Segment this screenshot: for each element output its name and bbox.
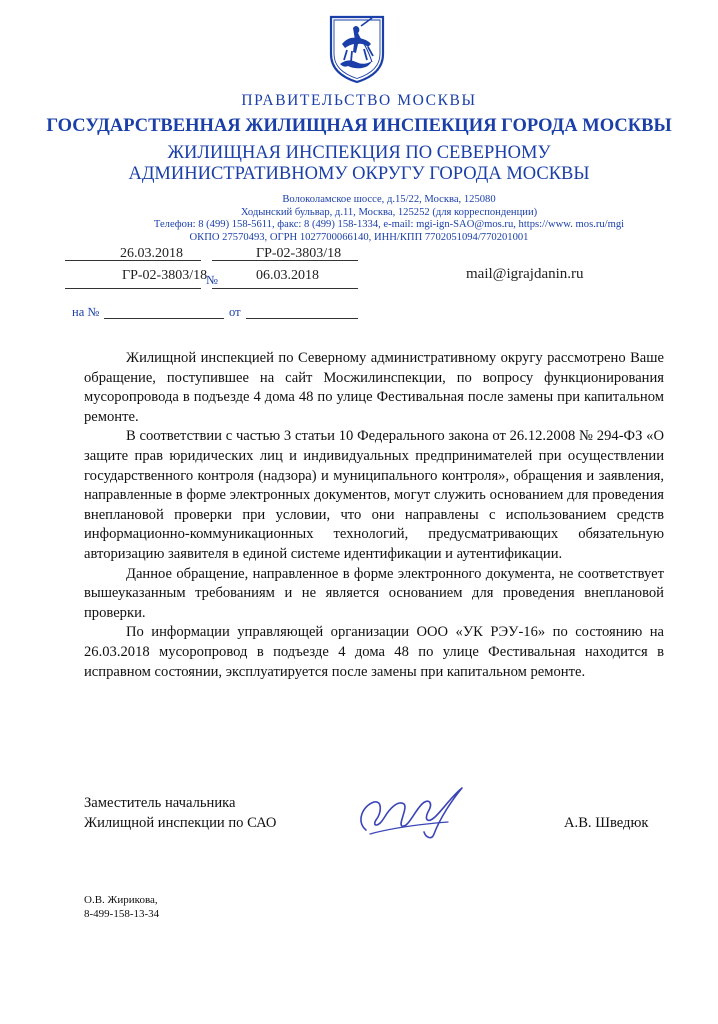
reference-date: 06.03.2018 xyxy=(256,268,319,283)
body-paragraph: В соответствии с частью 3 статьи 10 Федерального закона от 26.12.2008 № 294-ФЗ «О защите прав юридических лиц и индивидуальных предпринимателей при осуществлении государственного контроля (надзора) и муниципального контроля», обращения и заявления, направленные в форме электронных документов, могут служить основанием для проведения внеплановой проверки при условии, что они направлены с использованием средств информационно-коммуникационных технологий, предусматривающих обязательную авторизацию заявителя в единой системе идентификации и аутентификации. xyxy=(84,428,664,562)
outgoing-number: ГР-02-3803/18 xyxy=(256,246,342,261)
reference-number: ГР-02-3803/18 xyxy=(122,268,208,283)
body-paragraph: По информации управляющей организации ООО «УК РЭУ-16» по состоянию на 26.03.2018 мусоропровод в подъезде 4 дома 48 по улице Фестивальная находится в исправном состоянии, эксплуатируется после замены при капитальном ремонте. xyxy=(84,624,664,680)
signatory-name: А.В. Шведюк xyxy=(564,815,649,831)
letter-body xyxy=(84,349,664,682)
reply-from-label: от xyxy=(229,305,241,319)
requisites-line: ОКПО 27570493, ОГРН 1027700066140, ИНН/КПП 7702051094/770201001 xyxy=(189,232,529,243)
number-sign: № xyxy=(206,273,218,287)
reference-underline-right xyxy=(212,288,358,289)
reference-underline-left xyxy=(65,288,201,289)
government-title: ПРАВИТЕЛЬСТВО МОСКВЫ xyxy=(241,92,477,109)
reply-to-label: на № xyxy=(72,305,100,319)
inspection-title: ГОСУДАРСТВЕННАЯ ЖИЛИЩНАЯ ИНСПЕКЦИЯ ГОРОДА МОСКВЫ xyxy=(46,116,672,136)
signatory-position-line2: Жилищной инспекции по САО xyxy=(84,815,277,831)
signatory-position-line1: Заместитель начальника xyxy=(84,795,236,811)
executor-phone: 8-499-158-13-34 xyxy=(84,908,160,920)
reply-to-underline xyxy=(104,318,224,319)
body-paragraph: Данное обращение, направленное в форме электронного документа, не соответствует вышеуказанным требованиям и не является основанием для проведения внеплановой проверки. xyxy=(84,565,664,621)
department-title-line1: ЖИЛИЩНАЯ ИНСПЕКЦИЯ ПО СЕВЕРНОМУ xyxy=(167,143,551,163)
handwritten-signature-icon xyxy=(352,778,470,844)
recipient-email: mail@igrajdanin.ru xyxy=(466,266,584,282)
executor-name: О.В. Жирикова, xyxy=(84,894,158,906)
reply-from-underline xyxy=(246,318,358,319)
address-line: Волоколамское шоссе, д.15/22, Москва, 125080 xyxy=(282,194,496,205)
correspondence-address-line: Ходынский бульвар, д.11, Москва, 125252 (для корреспонденции) xyxy=(240,207,538,218)
department-title-line2: АДМИНИСТРАТИВНОМУ ОКРУГУ ГОРОДА МОСКВЫ xyxy=(128,164,590,184)
contacts-line: Телефон: 8 (499) 158-5611, факс: 8 (499) 158-1334, e-mail: mgi-ign-SAO@mos.ru, https://www. mos.ru/mgi xyxy=(153,219,625,230)
moscow-coat-of-arms-icon xyxy=(328,14,386,84)
outgoing-date: 26.03.2018 xyxy=(120,246,183,261)
body-paragraph: Жилищной инспекцией по Северному административному округу рассмотрено Ваше обращение, поступившее на сайт Мосжилинспекции, по вопросу функционирования мусоропровода в подъезде 4 дома 48 по улице Фестивальная после замены при капитальном ремонте. xyxy=(84,350,664,425)
